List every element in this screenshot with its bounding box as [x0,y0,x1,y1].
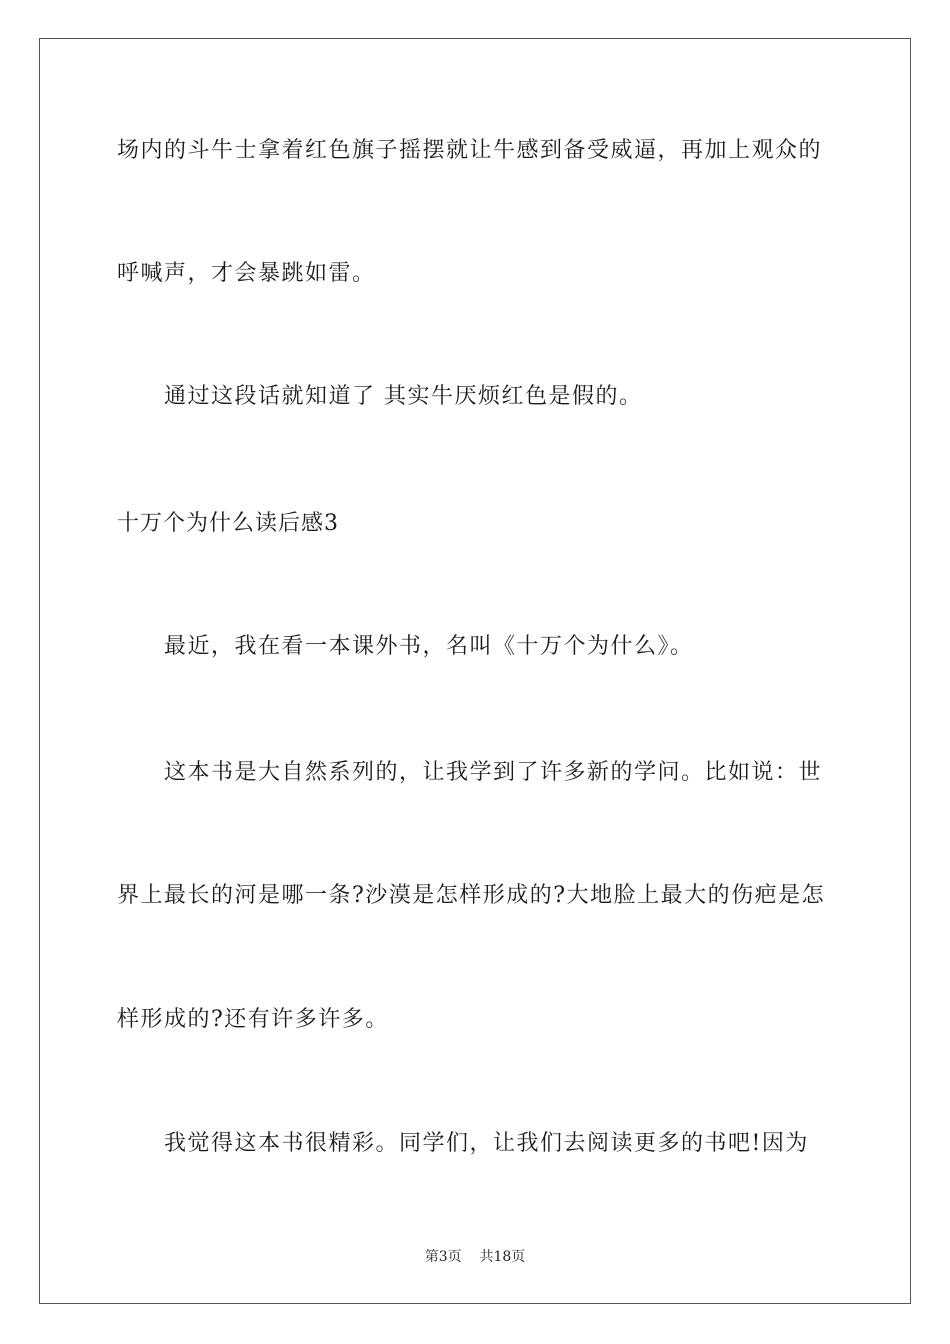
page-border [39,38,911,1304]
paragraph-line: 最近，我在看一本课外书，名叫《十万个为什么》。 [164,634,694,659]
paragraph-line: 呼喊声，才会暴跳如雷。 [117,261,376,286]
section-heading: 十万个为什么读后感3 [117,511,339,536]
page-footer [0,1247,950,1267]
page-number: 第3页 [424,1249,462,1265]
paragraph-line: 界上最长的河是哪一条?沙漠是怎样形成的?大地脸上最大的伤疤是怎 [117,883,826,908]
paragraph-line: 这本书是大自然系列的，让我学到了许多新的学问。比如说：世 [164,760,823,785]
paragraph-line: 我觉得这本书很精彩。同学们，让我们去阅读更多的书吧!因为 [164,1131,809,1156]
paragraph-line: 样形成的?还有许多许多。 [117,1007,389,1032]
paragraph-line: 场内的斗牛士拿着红色旗子摇摆就让牛感到备受威逼，再加上观众的 [117,138,823,163]
page-total: 共18页 [479,1249,526,1265]
paragraph-line: 通过这段话就知道了 其实牛厌烦红色是假的。 [164,384,643,409]
